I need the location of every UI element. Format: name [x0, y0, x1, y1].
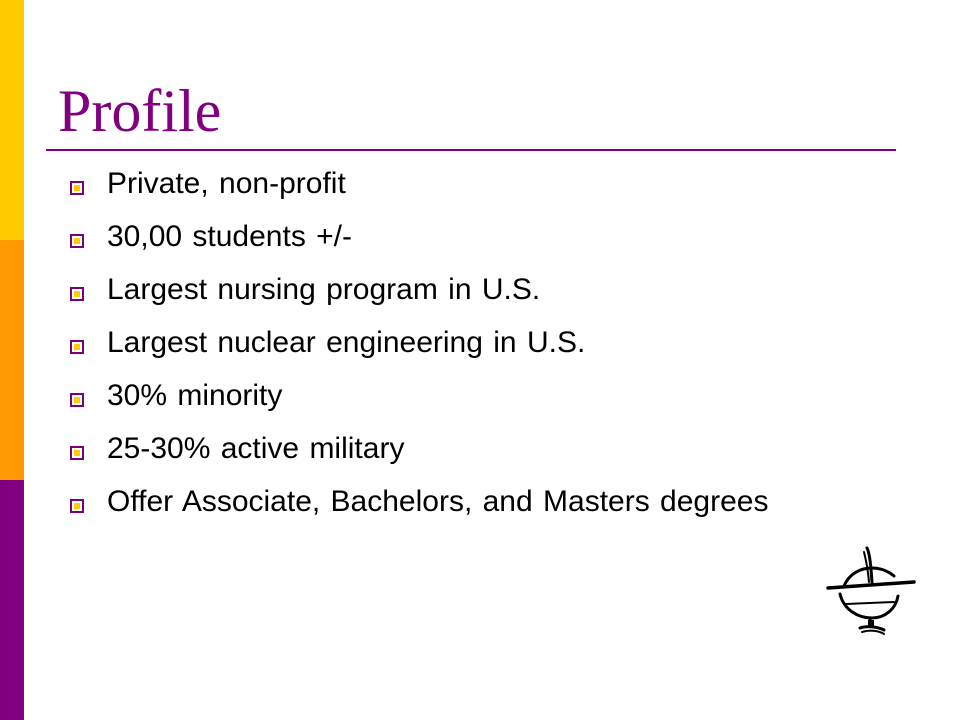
square-bullet-icon: [70, 446, 84, 460]
bullet-item: [68, 325, 788, 360]
bullet-list: [68, 166, 788, 537]
bullet-item: [68, 378, 788, 413]
side-bar-orange: [0, 240, 24, 480]
bullet-text: Largest nuclear engineering in U.S.: [107, 326, 586, 359]
square-bullet-icon: [70, 340, 84, 354]
bullet-text: 25-30% active military: [107, 432, 405, 465]
side-bar-yellow: [0, 0, 24, 240]
bullet-item: [68, 431, 788, 466]
side-bar-purple: [0, 480, 24, 720]
globe-lamp-logo-icon: [824, 546, 916, 642]
bullet-text: 30% minority: [107, 379, 283, 412]
square-bullet-icon: [70, 234, 84, 248]
bullet-text: Largest nursing program in U.S.: [107, 273, 541, 306]
square-bullet-icon: [70, 287, 84, 301]
square-bullet-icon: [70, 393, 84, 407]
bullet-text: Offer Associate, Bachelors, and Masters degrees: [107, 485, 769, 518]
title-underline: [46, 149, 896, 151]
bullet-text: Private, non-profit: [107, 167, 346, 200]
slide-title: Profile: [58, 78, 222, 144]
bullet-item: [68, 272, 788, 307]
square-bullet-icon: [70, 181, 84, 195]
square-bullet-icon: [70, 499, 84, 513]
bullet-item: [68, 219, 788, 254]
bullet-text: 30,00 students +/-: [107, 220, 352, 253]
bullet-item: [68, 484, 788, 519]
bullet-item: [68, 166, 788, 201]
